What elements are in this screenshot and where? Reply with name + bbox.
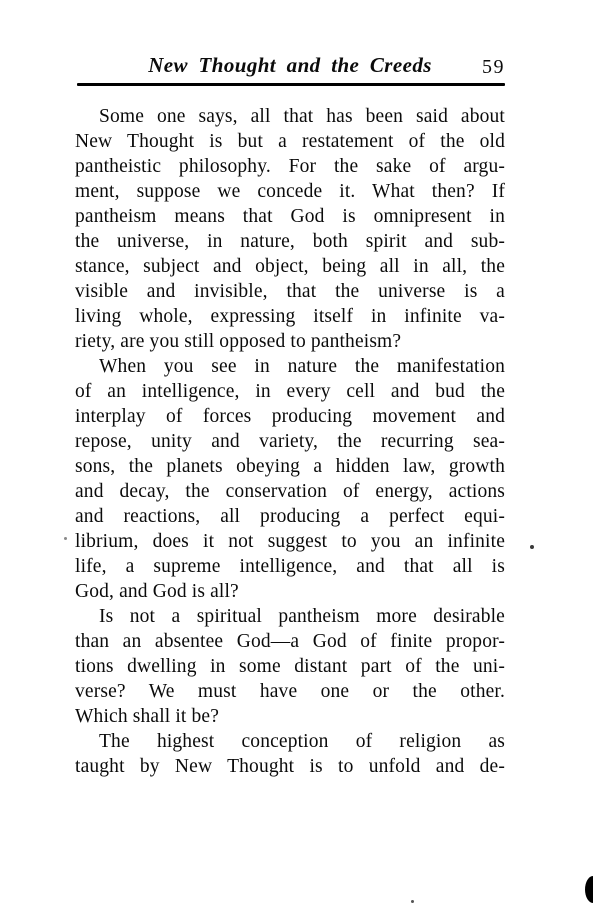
text-line: tions dwelling in some distant part of the uni- [75,656,505,677]
page-body [75,104,505,779]
text-line: life, a supreme intelligence, and that all is [75,556,505,577]
paragraph [75,729,505,779]
text-line: Is not a spiritual pantheism more desirable [99,606,505,627]
scan-speck [411,900,414,903]
text-line: God, and God is all? [75,581,239,602]
text-line: and decay, the conservation of energy, actions [75,481,505,502]
text-line: interplay of forces producing movement and [75,406,505,427]
text-line: New Thought is but a restatement of the old [75,131,505,152]
text-line: pantheistic philosophy. For the sake of argu- [75,156,505,177]
text-line: ment, suppose we concede it. What then? If [75,181,505,202]
text-line: sons, the planets obeying a hidden law, growth [75,456,505,477]
header-rule [77,83,505,86]
text-line: than an absentee God—a God of finite propor- [75,631,505,652]
scan-speck [530,545,534,549]
paragraph [75,104,505,354]
text-line: visible and invisible, that the universe is a [75,281,505,302]
page-number: 59 [482,56,505,78]
text-line: living whole, expressing itself in infinite va- [75,306,505,327]
text-line: riety, are you still opposed to pantheism? [75,331,402,352]
text-line: verse? We must have one or the other. [75,681,505,702]
scan-artifact [585,876,593,903]
text-line: librium, does it not suggest to you an infinite [75,531,505,552]
text-line: Which shall it be? [75,706,220,727]
text-line: When you see in nature the manifestation [99,356,505,377]
running-header-title: New Thought and the Creeds [148,53,432,77]
text-line: stance, subject and object, being all in all, the [75,256,505,277]
paragraph [75,354,505,604]
text-line: the universe, in nature, both spirit and sub- [75,231,505,252]
paragraph [75,604,505,729]
text-line: taught by New Thought is to unfold and de- [75,756,505,777]
text-line: pantheism means that God is omnipresent in [75,206,505,227]
text-line: The highest conception of religion as [99,731,505,752]
text-line: Some one says, all that has been said about [99,106,505,127]
text-line: repose, unity and variety, the recurring sea- [75,431,505,452]
text-line: of an intelligence, in every cell and bud the [75,381,505,402]
text-line: and reactions, all producing a perfect equi- [75,506,505,527]
running-header [75,53,505,80]
scan-speck [64,537,67,540]
